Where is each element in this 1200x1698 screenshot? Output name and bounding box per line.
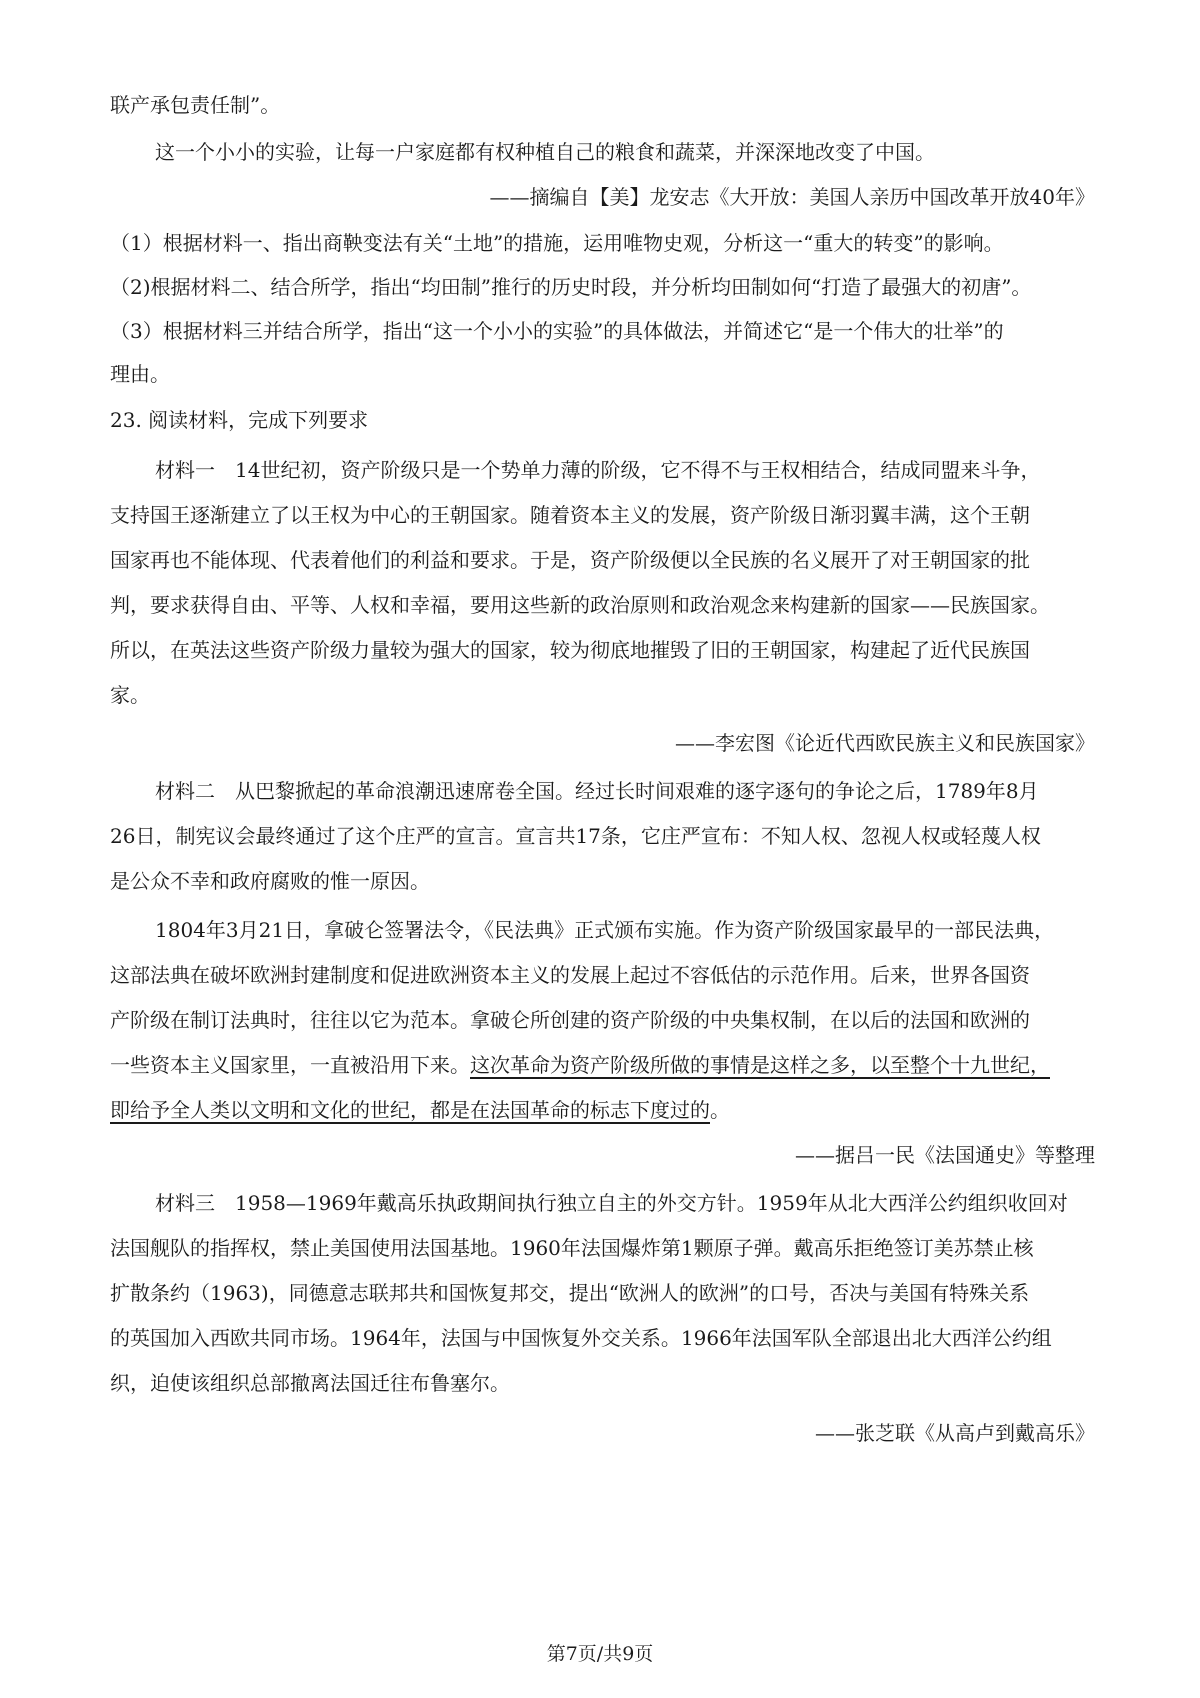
text-line: 联产承包责任制”。 [110, 93, 281, 117]
source-citation: ——摘编自【美】龙安志《大开放：美国人亲历中国改革开放40年》 [489, 185, 1095, 209]
material-1-line: 所以，在英法这些资产阶级力量较为强大的国家，较为彻底地摧毁了旧的王朝国家，构建起了近代民族国 [110, 638, 1030, 662]
material-3-line: 织，迫使该组织总部撤离法国迁往布鲁塞尔。 [110, 1371, 510, 1395]
sub-question-1: （1）根据材料一、指出商鞅变法有关“土地”的措施，运用唯物史观，分析这一“重大的转变”的影响。 [110, 231, 1004, 255]
material-2-line: 1804年3月21日，拿破仑签署法令，《民法典》正式颁布实施。作为资产阶级国家最早的一部民法典， [155, 918, 1055, 942]
material-2-line [110, 1050, 1095, 1080]
material-1-line: 判，要求获得自由、平等、人权和幸福，要用这些新的政治原则和政治观念来构建新的国家——民族国家。 [110, 593, 1050, 617]
plain-text: 一些资本主义国家里，一直被沿用下来。 [110, 1053, 470, 1077]
material-2-line: 是公众不幸和政府腐败的惟一原因。 [110, 869, 430, 893]
sub-question-2: （2)根据材料二、结合所学，指出“均田制”推行的历史时段，并分析均田制如何“打造了最强大的初唐”。 [110, 275, 1032, 299]
material-1-line: 国家再也不能体现、代表着他们的利益和要求。于是，资产阶级便以全民族的名义展开了对王朝国家的批 [110, 548, 1030, 572]
material-3-line: 材料三 1958—1969年戴高乐执政期间执行独立自主的外交方针。1959年从北大西洋公约组织收回对 [155, 1191, 1068, 1215]
material-2-line: 26日，制宪议会最终通过了这个庄严的宣言。宣言共17条，它庄严宣布：不知人权、忽视人权或轻蔑人权 [110, 824, 1041, 848]
underlined-text: 即给予全人类以文明和文化的世纪，都是在法国革命的标志下度过的 [110, 1098, 710, 1122]
underlined-text: 这次革命为资产阶级所做的事情是这样之多，以至整个十九世纪， [470, 1053, 1050, 1077]
material-1-line: 支持国王逐渐建立了以王权为中心的王朝国家。随着资本主义的发展，资产阶级日渐羽翼丰满，这个王朝 [110, 503, 1030, 527]
material-3-line: 的英国加入西欧共同市场。1964年，法国与中国恢复外交关系。1966年法国军队全部退出北大西洋公约组 [110, 1326, 1052, 1350]
source-citation: ——张芝联《从高卢到戴高乐》 [815, 1421, 1095, 1445]
material-3-line: 扩散条约（1963)，同德意志联邦共和国恢复邦交，提出“欧洲人的欧洲”的口号，否决与美国有特殊关系 [110, 1281, 1030, 1305]
sub-question-3-cont: 理由。 [110, 362, 170, 386]
plain-text: 。 [710, 1098, 730, 1122]
material-2-line [110, 1095, 1095, 1125]
material-3-line: 法国舰队的指挥权，禁止美国使用法国基地。1960年法国爆炸第1颗原子弹。戴高乐拒绝签订美苏禁止核 [110, 1236, 1034, 1260]
source-citation: ——李宏图《论近代西欧民族主义和民族国家》 [675, 731, 1095, 755]
material-2-line: 产阶级在制订法典时，往往以它为范本。拿破仑所创建的资产阶级的中央集权制，在以后的法国和欧洲的 [110, 1008, 1030, 1032]
material-2-line: 这部法典在破坏欧洲封建制度和促进欧洲资本主义的发展上起过不容低估的示范作用。后来，世界各国资 [110, 963, 1030, 987]
material-1-line: 家。 [110, 683, 150, 707]
question-title: 23. 阅读材料，完成下列要求 [110, 408, 369, 432]
text-line: 这一个小小的实验，让每一户家庭都有权种植自己的粮食和蔬菜，并深深地改变了中国。 [155, 140, 935, 164]
page-number: 第7页/共9页 [546, 1643, 654, 1665]
sub-question-3: （3）根据材料三并结合所学，指出“这一个小小的实验”的具体做法，并简述它“是一个伟大的壮举”的 [110, 319, 1004, 343]
source-citation: ——据吕一民《法国通史》等整理 [795, 1143, 1095, 1167]
material-1-line: 材料一 14世纪初，资产阶级只是一个势单力薄的阶级，它不得不与王权相结合，结成同盟来斗争， [155, 458, 1041, 482]
material-2-line: 材料二 从巴黎掀起的革命浪潮迅速席卷全国。经过长时间艰难的逐字逐句的争论之后，1789年8月 [155, 779, 1039, 803]
